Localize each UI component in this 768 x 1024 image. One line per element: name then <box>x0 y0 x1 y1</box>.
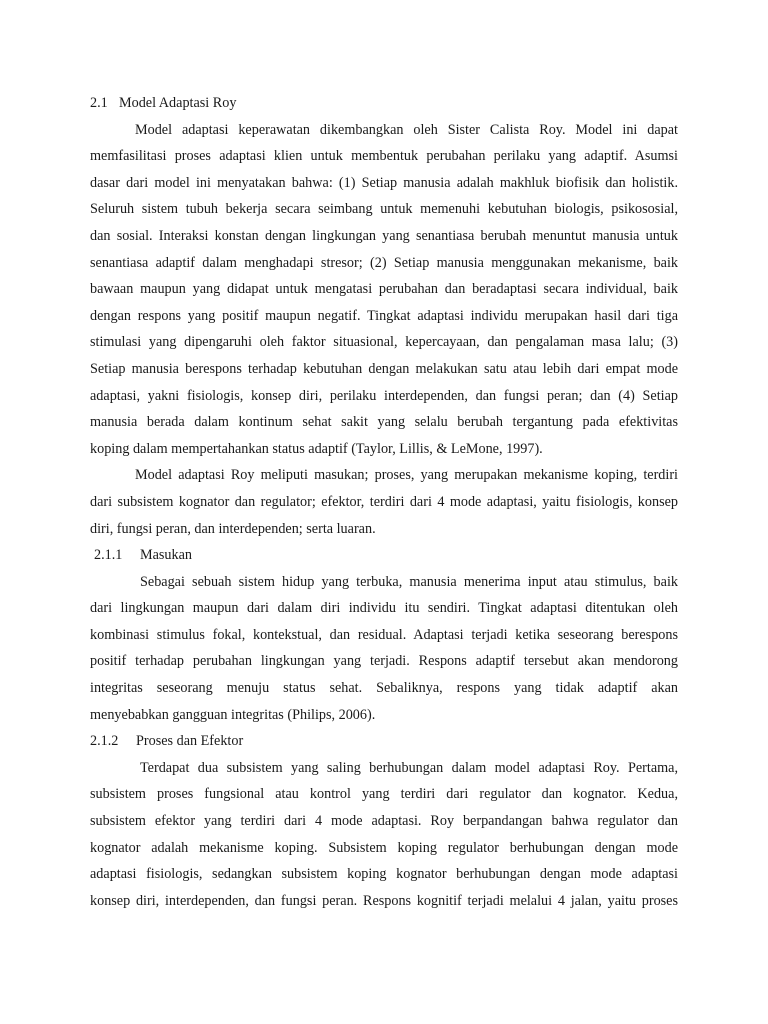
text-line: koping dalam mempertahankan status adaptif (Taylor, Lillis, & LeMone, 1997). <box>90 440 543 457</box>
text-line: dasar dari model ini menyatakan bahwa: (1) Setiap manusia adalah makhluk biofisik dan holistik. <box>90 174 678 191</box>
paragraph-3 <box>90 569 678 729</box>
text-line: Setiap manusia berespons terhadap kebutuhan dengan melakukan satu atau lebih dari empat mode <box>90 360 678 377</box>
text-line: Seluruh sistem tubuh bekerja secara seimbang untuk memenuhi kebutuhan biologis, psikososial, <box>90 201 678 218</box>
text-line: adaptasi, yakni fisiologis, konsep diri, perilaku interdependen, dan fungsi peran; dan (4) Setiap <box>90 387 678 404</box>
text-line: menyebabkan gangguan integritas (Philips, 2006). <box>90 706 376 723</box>
text-line: konsep diri, interdependen, dan fungsi peran. Respons kognitif terjadi melalui 4 jalan, yaitu proses <box>90 892 678 909</box>
heading-title: Model Adaptasi Roy <box>119 95 237 111</box>
text-line: Model adaptasi Roy meliputi masukan; proses, yang merupakan mekanisme koping, terdiri <box>135 467 678 484</box>
text-line: dari lingkungan maupun dari dalam diri individu itu sendiri. Tingkat adaptasi ditentukan oleh <box>90 600 678 617</box>
text-line: adaptasi fisiologis, sedangkan subsistem koping kognator berhubungan dengan mode adaptasi <box>90 866 678 883</box>
text-line: senantiasa adaptif dalam menghadapi stresor; (2) Setiap manusia menggunakan mekanisme, baik <box>90 254 678 271</box>
text-line: positif terhadap perubahan lingkungan yang terjadi. Respons adaptif tersebut akan mendorong <box>90 653 678 670</box>
paragraph-4 <box>90 755 678 915</box>
text-line: dan sosial. Interaksi konstan dengan lingkungan yang senantiasa berubah menuntut manusia untuk <box>90 227 678 244</box>
text-line: diri, fungsi peran, dan interdependen; serta luaran. <box>90 520 376 537</box>
text-line: manusia berada dalam kontinum sehat sakit yang selalu berubah tergantung pada efektivitas <box>90 414 678 431</box>
heading-number: 2.1.1 <box>94 547 123 564</box>
heading-number: 2.1.2 <box>90 733 119 750</box>
text-line: kombinasi stimulus fokal, kontekstual, dan residual. Adaptasi terjadi ketika seseorang berespons <box>90 626 678 643</box>
text-line: Sebagai sebuah sistem hidup yang terbuka, manusia menerima input atau stimulus, baik <box>140 573 678 590</box>
document-page <box>90 90 678 914</box>
text-line: integritas seseorang menuju status sehat. Sebaliknya, respons yang tidak adaptif akan <box>90 680 678 697</box>
heading-title: Proses dan Efektor <box>136 733 244 750</box>
paragraph-1 <box>90 117 678 463</box>
text-line: subsistem proses fungsional atau kontrol yang terdiri dari regulator dan kognator. Kedua, <box>90 786 678 803</box>
heading-number: 2.1 <box>90 95 108 111</box>
heading-title: Masukan <box>140 547 193 564</box>
paragraph-2 <box>90 462 678 542</box>
text-line: Terdapat dua subsistem yang saling berhubungan dalam model adaptasi Roy. Pertama, <box>140 759 678 776</box>
text-line: stimulasi yang dipengaruhi oleh faktor situasional, kepercayaan, dan pengalaman masa lalu; (3) <box>90 334 678 351</box>
heading-2-1-2 <box>90 728 678 755</box>
heading-2-1-1 <box>90 542 678 569</box>
text-line: Model adaptasi keperawatan dikembangkan oleh Sister Calista Roy. Model ini dapat <box>135 121 678 138</box>
heading-2-1 <box>90 90 678 117</box>
text-line: dengan respons yang positif maupun negatif. Tingkat adaptasi individu merupakan hasil dari tiga <box>90 307 678 324</box>
text-line: memfasilitasi proses adaptasi klien untuk membentuk perubahan perilaku yang adaptif. Asumsi <box>90 148 678 165</box>
text-line: dari subsistem kognator dan regulator; efektor, terdiri dari 4 mode adaptasi, yaitu fisiologis, konsep <box>90 493 678 510</box>
text-line: bawaan maupun yang didapat untuk mengatasi perubahan dan beradaptasi secara individual, baik <box>90 281 678 298</box>
text-line: kognator adalah mekanisme koping. Subsistem koping regulator berhubungan dengan mode <box>90 839 678 856</box>
text-line: subsistem efektor yang terdiri dari 4 mode adaptasi. Roy berpandangan bahwa regulator dan <box>90 813 678 830</box>
